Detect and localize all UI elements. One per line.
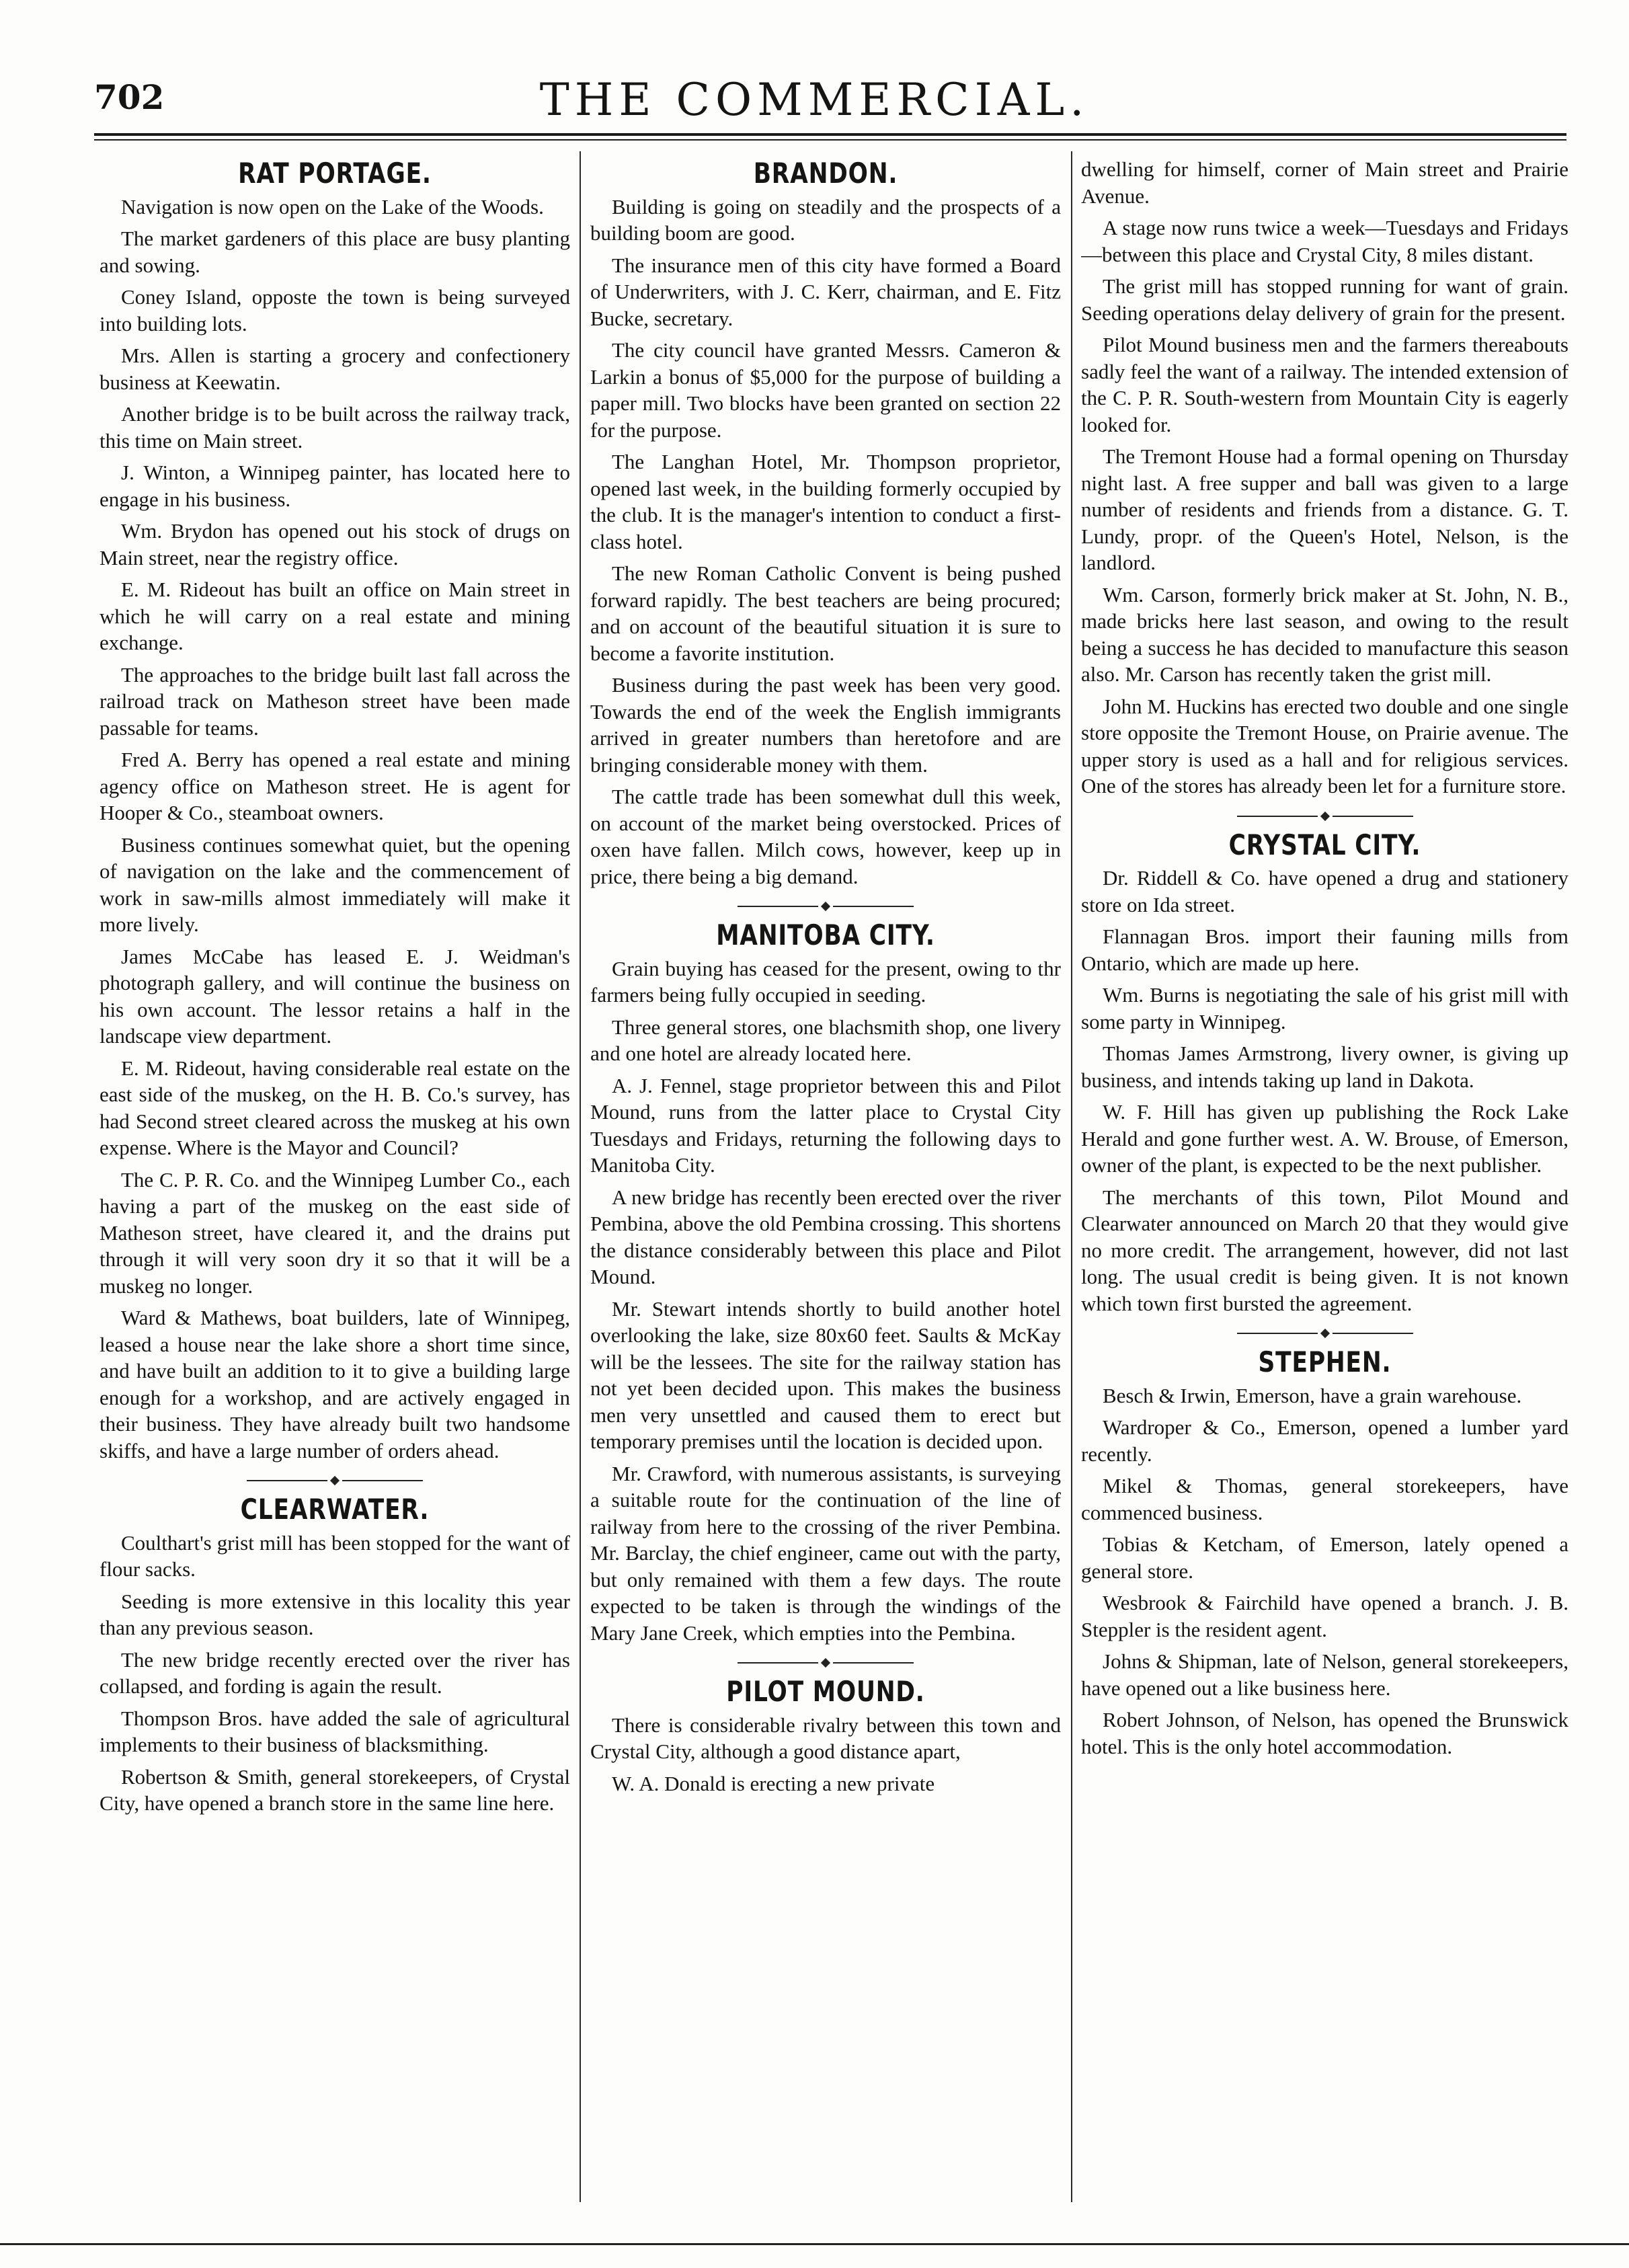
separator-ornament (330, 1476, 340, 1485)
news-paragraph: Dr. Riddell & Co. have opened a drug and stationery store on Ida street. (1081, 866, 1568, 916)
column-divider (580, 151, 581, 2202)
news-paragraph: Besch & Irwin, Emerson, have a grain warehouse. (1103, 1383, 1522, 1407)
news-paragraph: Wm. Brydon has opened out his stock of drugs on Main street, near the registry office. (100, 519, 570, 570)
news-paragraph: Flannagan Bros. import their fauning mills from Ontario, which are made up here. (1081, 925, 1568, 975)
news-paragraph: Coney Island, opposte the town is being surveyed into building lots. (100, 285, 570, 336)
news-paragraph: A stage now runs twice a week—Tuesdays and Fridays—between this place and Crystal City, 8 miles distant. (1081, 216, 1568, 266)
separator-ornament (1320, 811, 1329, 820)
column-2 (590, 156, 1061, 2200)
news-paragraph: The C. P. R. Co. and the Winnipeg Lumber Co., each having a part of the muskeg on the east side of Matheson street, have cleared it, and the drains put through it will very soon dry it so that it will be a muskeg no longer. (100, 1167, 570, 1298)
news-paragraph: Grain buying has ceased for the present, owing to thr farmers being fully occupied in seeding. (590, 956, 1061, 1007)
news-paragraph: Wm. Burns is negotiating the sale of his grist mill with some party in Winnipeg. (1081, 983, 1568, 1033)
header-rule (94, 133, 1566, 136)
news-paragraph: Mikel & Thomas, general storekeepers, have commenced business. (1081, 1474, 1568, 1524)
separator-ornament (821, 902, 830, 911)
header-rule-thin (94, 139, 1566, 141)
news-paragraph: W. F. Hill has given up publishing the Rock Lake Herald and gone further west. A. W. Brouse, of Emerson, owner of the plant, is expected to be the next publisher. (1081, 1100, 1568, 1177)
news-paragraph: James McCabe has leased E. J. Weidman's photograph gallery, and will continue the business on his own account. The lessor retains a half in the landscape view department. (100, 944, 570, 1048)
section-title: CRYSTAL CITY. (1228, 828, 1421, 861)
news-paragraph: Another bridge is to be built across the railway track, this time on Main street. (100, 402, 570, 453)
section-separator (1081, 1322, 1568, 1345)
news-section (1081, 828, 1568, 1317)
news-paragraph: E. M. Rideout has built an office on Main street in which he will carry on a real estate and mining exchange. (100, 578, 570, 654)
news-paragraph: W. A. Donald is erecting a new private (612, 1771, 935, 1795)
news-paragraph: Ward & Mathews, boat builders, late of Winnipeg, leased a house near the lake shore a short time since, and have built an addition to it to give a building large enough for a workshop, and are actively engaged in their business. They have already built two handsome skiffs, and have a large number of orders ahead. (100, 1306, 570, 1462)
news-section (590, 157, 1061, 890)
news-paragraph: The grist mill has stopped running for want of grain. Seeding operations delay delivery of grain for the present. (1081, 274, 1568, 325)
section-separator (1081, 805, 1568, 828)
news-paragraph: Coulthart's grist mill has been stopped for the want of flour sacks. (100, 1530, 570, 1581)
news-paragraph: Three general stores, one blachsmith shop, one livery and one hotel are already located here. (590, 1015, 1061, 1065)
news-section (1081, 156, 1568, 799)
separator-line (342, 1480, 423, 1481)
news-paragraph: The cattle trade has been somewhat dull this week, on account of the market being overstocked. Prices of oxen have fallen. Milch cows, however, keep up in price, there being a big demand. (590, 785, 1061, 888)
news-paragraph: Tobias & Ketcham, of Emerson, lately opened a general store. (1081, 1532, 1568, 1583)
column-1 (100, 156, 570, 2200)
news-paragraph: Robert Johnson, of Nelson, has opened the Brunswick hotel. This is the only hotel accommodation. (1081, 1708, 1568, 1758)
section-separator (590, 1651, 1061, 1674)
news-paragraph: The Langhan Hotel, Mr. Thompson proprietor, opened last week, in the building formerly occupied by the club. It is the manager's intention to conduct a first-class hotel. (590, 450, 1061, 553)
separator-line (738, 1662, 818, 1664)
news-paragraph: Navigation is now open on the Lake of the Woods. (121, 194, 544, 219)
news-paragraph: The new Roman Catholic Convent is being pushed forward rapidly. The best teachers are being procured; and on account of the beautiful situation it is sure to become a favorite institution. (590, 561, 1061, 665)
separator-line (1237, 816, 1318, 817)
masthead-title: THE COMMERCIAL. (539, 74, 1090, 126)
news-paragraph: Johns & Shipman, late of Nelson, general storekeepers, have opened out a like business here. (1081, 1649, 1568, 1700)
news-paragraph: The city council have granted Messrs. Cameron & Larkin a bonus of $5,000 for the purpose of building a paper mill. Two blocks have been granted on section 22 for the purpose. (590, 338, 1061, 442)
footer-rule (0, 2243, 1629, 2245)
separator-line (833, 1662, 914, 1664)
separator-line (738, 906, 818, 907)
page-header (0, 0, 1629, 141)
section-title: PILOT MOUND. (726, 1675, 925, 1708)
separator-ornament (1320, 1329, 1329, 1338)
news-paragraph: Building is going on steadily and the prospects of a building boom are good. (590, 194, 1061, 245)
column-divider (1071, 151, 1072, 2202)
section-title: STEPHEN. (1258, 1345, 1392, 1378)
separator-line (1237, 1333, 1318, 1334)
section-title: MANITOBA CITY. (716, 918, 935, 951)
news-section (590, 1675, 1061, 1797)
news-paragraph: The merchants of this town, Pilot Mound and Clearwater announced on March 20 that they would give no more credit. The arrangement, however, did not last long. The usual credit is being given. It is not known which town first bursted the agreement. (1081, 1185, 1568, 1315)
news-paragraph: Business during the past week has been very good. Towards the end of the week the English immigrants arrived in greater numbers than heretofore and are bringing considerable money with them. (590, 673, 1061, 777)
news-paragraph: A new bridge has recently been erected over the river Pembina, above the old Pembina crossing. This shortens the distance considerably between this place and Pilot Mound. (590, 1185, 1061, 1288)
news-paragraph: Wm. Carson, formerly brick maker at St. John, N. B., made bricks here last season, and owing to the result being a success he has decided to manufacture this season also. Mr. Carson has recently taken the grist mill. (1081, 582, 1568, 686)
news-paragraph: Pilot Mound business men and the farmers thereabouts sadly feel the want of a railway. The intended extension of the C. P. R. South-western from Mountain City is eagerly looked for. (1081, 333, 1568, 436)
news-paragraph: John M. Huckins has erected two double and one single store opposite the Tremont House, on Prairie avenue. The upper story is used as a hall and for religious services. One of the stores has already been let for a furniture store. (1081, 694, 1568, 797)
separator-line (1333, 816, 1413, 817)
page-number: 702 (94, 77, 165, 117)
news-paragraph: Business continues somewhat quiet, but the opening of navigation on the lake and the commencement of work in saw-mills almost immediately will make it more lively. (100, 832, 570, 936)
news-paragraph: The market gardeners of this place are busy planting and sowing. (100, 227, 570, 277)
news-paragraph: The insurance men of this city have formed a Board of Underwriters, with J. C. Kerr, chairman, and E. Fitz Bucke, secretary. (590, 253, 1061, 330)
section-separator (590, 895, 1061, 918)
news-paragraph: E. M. Rideout, having considerable real estate on the east side of the muskeg, on the H. B. Co.'s survey, has had Second street cleared across the muskeg at his own expense. Where is the Mayor and Council? (100, 1056, 570, 1159)
section-separator (100, 1469, 570, 1492)
column-3 (1081, 156, 1568, 2200)
news-paragraph: Robertson & Smith, general storekeepers, of Crystal City, have opened a branch store in the same line here. (100, 1764, 570, 1815)
separator-line (1333, 1333, 1413, 1334)
news-paragraph: Wesbrook & Fairchild have opened a branch. J. B. Steppler is the resident agent. (1081, 1591, 1568, 1641)
news-paragraph: Mr. Stewart intends shortly to build another hotel overlooking the lake, size 80x60 feet. Saults & McKay will be the lessees. The site for the railway station has not yet been decided upon. This makes the business men very unsettled and caused them to erect but temporary premises until the location is decided upon. (590, 1296, 1061, 1453)
news-section (100, 157, 570, 1464)
news-paragraph: Wardroper & Co., Emerson, opened a lumber yard recently. (1081, 1415, 1568, 1466)
news-paragraph: J. Winton, a Winnipeg painter, has located here to engage in his business. (100, 461, 570, 511)
news-paragraph: dwelling for himself, corner of Main street and Prairie Avenue. (1081, 157, 1568, 208)
separator-ornament (821, 1658, 830, 1668)
news-paragraph: Seeding is more extensive in this locality this year than any previous season. (100, 1589, 570, 1639)
news-paragraph: Mr. Crawford, with numerous assistants, is surveying a suitable route for the continuation of the line of railway from here to the crossing of the river Pembina. Mr. Barclay, the chief engineer, came out with the party, but only remained with them a few days. The route expected to be taken is through the windings of the Mary Jane Creek, which empties into the Pembina. (590, 1461, 1061, 1645)
news-paragraph: A. J. Fennel, stage proprietor between this and Pilot Mound, runs from the latter place to Crystal City Tuesdays and Fridays, returning the following days to Manitoba City. (590, 1073, 1061, 1177)
separator-line (833, 906, 914, 907)
news-paragraph: The new bridge recently erected over the river has collapsed, and fording is again the result. (100, 1647, 570, 1698)
news-paragraph: Thompson Bros. have added the sale of agricultural implements to their business of blacksmithing. (100, 1706, 570, 1756)
section-title: CLEARWATER. (240, 1493, 430, 1526)
news-paragraph: The approaches to the bridge built last fall across the railroad track on Matheson street have been made passable for teams. (100, 662, 570, 740)
news-paragraph: Fred A. Berry has opened a real estate and mining agency office on Matheson street. He is agent for Hooper & Co., steamboat owners. (100, 748, 570, 824)
section-title: RAT PORTAGE. (238, 157, 432, 190)
news-paragraph: There is considerable rivalry between this town and Crystal City, although a good distance apart, (590, 1713, 1061, 1763)
news-paragraph: The Tremont House had a formal opening on Thursday night last. A free supper and ball was given to a large number of residents and friends from a distance. G. T. Lundy, propr. of the Queen's Hotel, Nelson, is the landlord. (1081, 444, 1568, 574)
news-section (100, 1493, 570, 1817)
news-section (1081, 1345, 1568, 1760)
news-section (590, 918, 1061, 1646)
news-paragraph: Thomas James Armstrong, livery owner, is giving up business, and intends taking up land in Dakota. (1081, 1042, 1568, 1092)
news-paragraph: Mrs. Allen is starting a grocery and confectionery business at Keewatin. (100, 344, 570, 394)
section-title: BRANDON. (753, 157, 898, 190)
separator-line (247, 1480, 327, 1481)
